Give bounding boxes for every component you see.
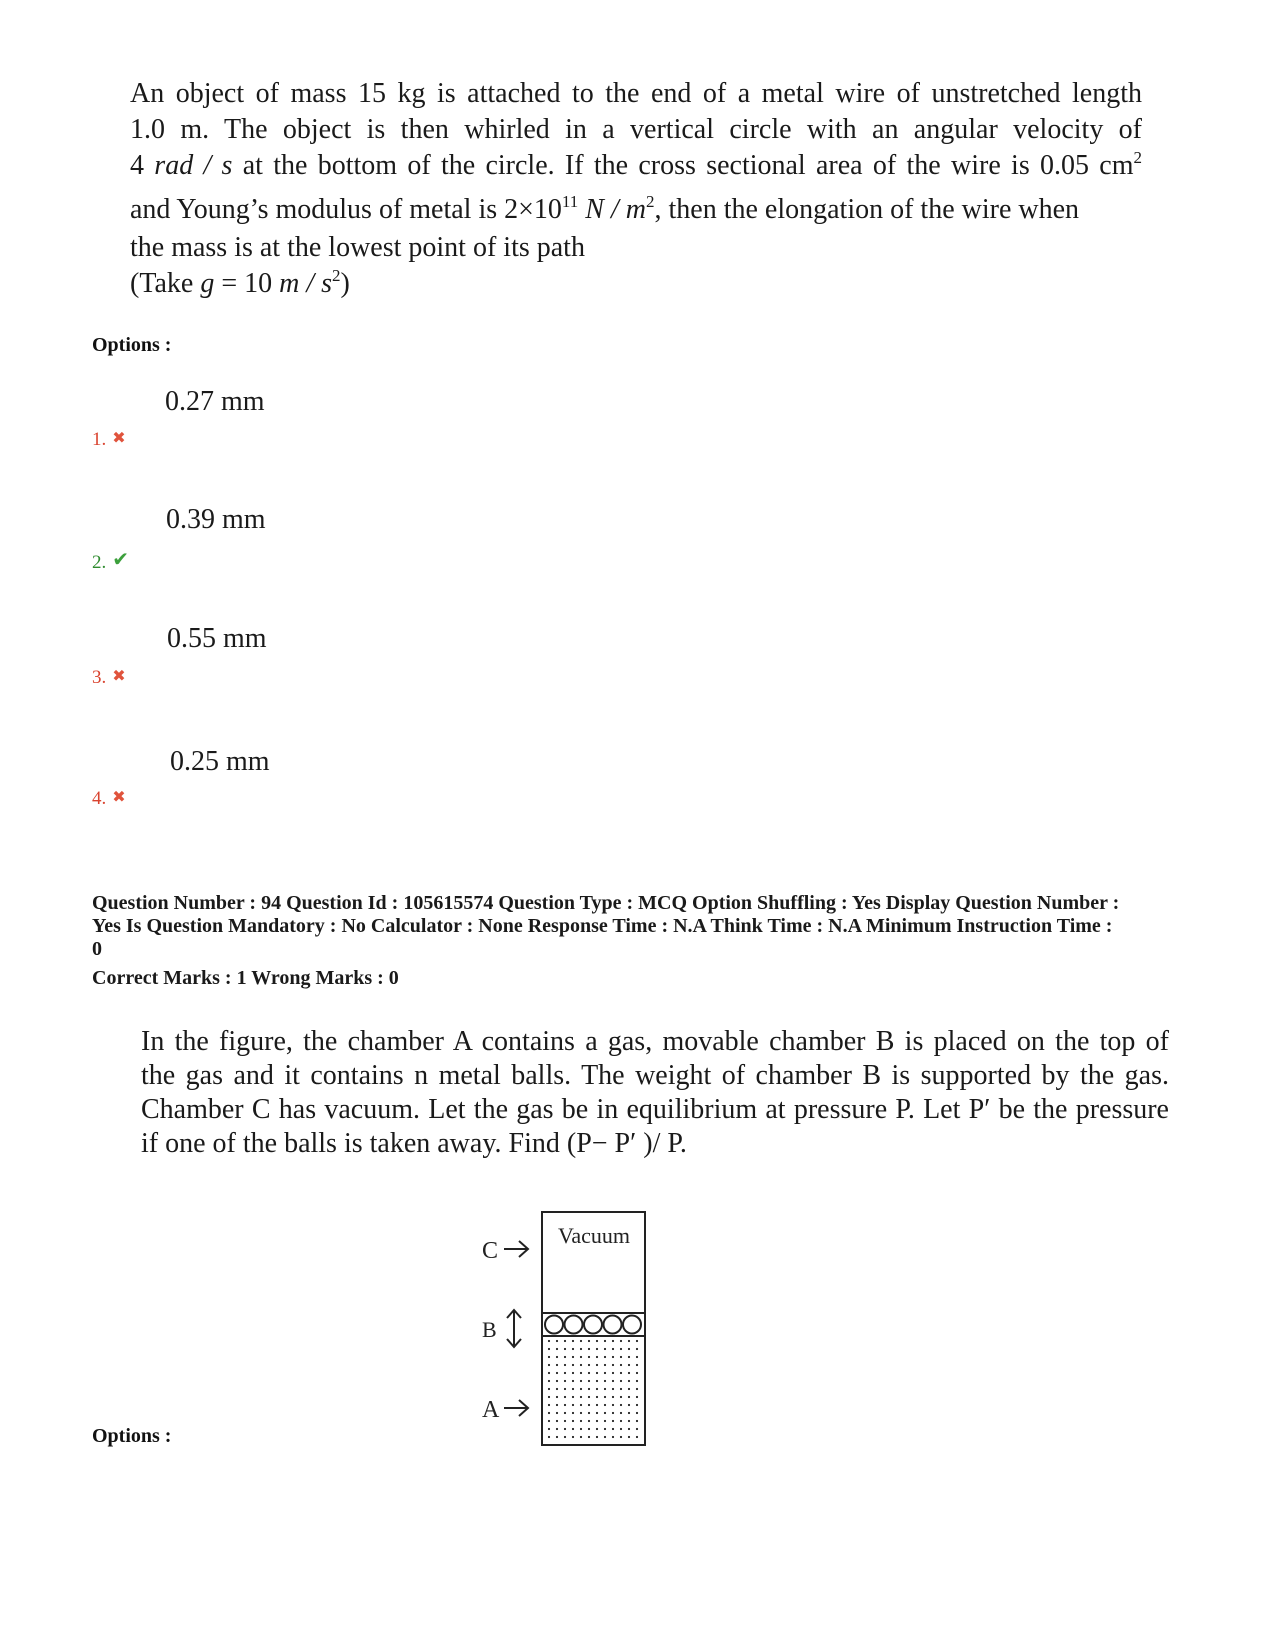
option-3-number: 3. ✖ <box>92 667 126 688</box>
q1-line-4: and Young’s modulus of metal is $2\times 10^{11}$ N / $m^2$, then the elongation of the wire when <box>130 192 1080 225</box>
q2-line-3: Chamber C has vacuum. Let the gas be in equilibrium at pressure P. Let P′ be the pressure <box>141 1094 1169 1125</box>
option-4-number: 4. ✖ <box>92 788 126 809</box>
metal-balls <box>545 1316 641 1334</box>
marks-info: Correct Marks : 1 Wrong Marks : 0 <box>92 967 399 989</box>
arrow-a-icon <box>504 1400 528 1416</box>
question-1-text <box>130 76 1142 302</box>
q1-line-1: An object of mass 15 kg is attached to the end of a metal wire of unstretched length <box>130 78 1142 109</box>
check-icon: ✔ <box>112 549 130 571</box>
option-2-number: 2. ✔ <box>92 549 130 573</box>
q2-line-1: In the figure, the chamber A contains a gas, movable chamber B is placed on the top of <box>141 1026 1169 1057</box>
question-2-text <box>141 1025 1169 1161</box>
option-2-text: 0.39 mm <box>166 504 266 535</box>
metal-ball <box>623 1316 641 1334</box>
vacuum-label: Vacuum <box>557 1223 631 1248</box>
cross-icon: ✖ <box>112 789 126 806</box>
q1-line-6: (Take g = 10 m / $s^2$) <box>130 266 350 299</box>
question-meta <box>92 892 1192 961</box>
label-c: C <box>482 1238 499 1264</box>
q1-line-3: 4 rad / s at the bottom of the circle. If the cross sectional area of the wire is 0.05 $cm^2$ <box>130 148 1143 181</box>
meta-line-3: 0 <box>92 938 102 960</box>
metal-ball <box>604 1316 622 1334</box>
gas-chamber-a <box>544 1336 643 1443</box>
metal-ball <box>565 1316 583 1334</box>
option-3-text: 0.55 mm <box>167 623 267 654</box>
option-1-text: 0.27 mm <box>165 386 265 417</box>
meta-line-2: Yes Is Question Mandatory : No Calculator : None Response Time : N.A Think Time : N.A Minimum Instruction Time : <box>92 915 1113 937</box>
arrow-c-icon <box>504 1241 528 1257</box>
options-label-2: Options : <box>92 1425 172 1447</box>
cross-icon: ✖ <box>112 668 126 685</box>
q1-line-5: the mass is at the lowest point of its path <box>130 232 585 263</box>
label-b: B <box>482 1317 497 1342</box>
option-1-number: 1. ✖ <box>92 429 126 450</box>
cross-icon: ✖ <box>112 430 126 447</box>
option-4-text: 0.25 mm <box>170 746 270 777</box>
options-label: Options : <box>92 334 172 356</box>
label-a: A <box>482 1397 500 1423</box>
q2-line-2: the gas and it contains n metal balls. The weight of chamber B is supported by the gas. <box>141 1060 1169 1091</box>
metal-ball <box>545 1316 563 1334</box>
metal-ball <box>584 1316 602 1334</box>
q1-line-2: 1.0 m. The object is then whirled in a vertical circle with an angular velocity of <box>130 114 1142 145</box>
double-arrow-b-icon <box>507 1310 521 1347</box>
q2-line-4: if one of the balls is taken away. Find (P− P′ )/ P. <box>141 1128 687 1159</box>
chamber-figure <box>466 1210 666 1460</box>
chamber-diagram <box>466 1210 666 1460</box>
meta-line-1: Question Number : 94 Question Id : 105615574 Question Type : MCQ Option Shuffling : Yes Display Question Number : <box>92 892 1120 914</box>
